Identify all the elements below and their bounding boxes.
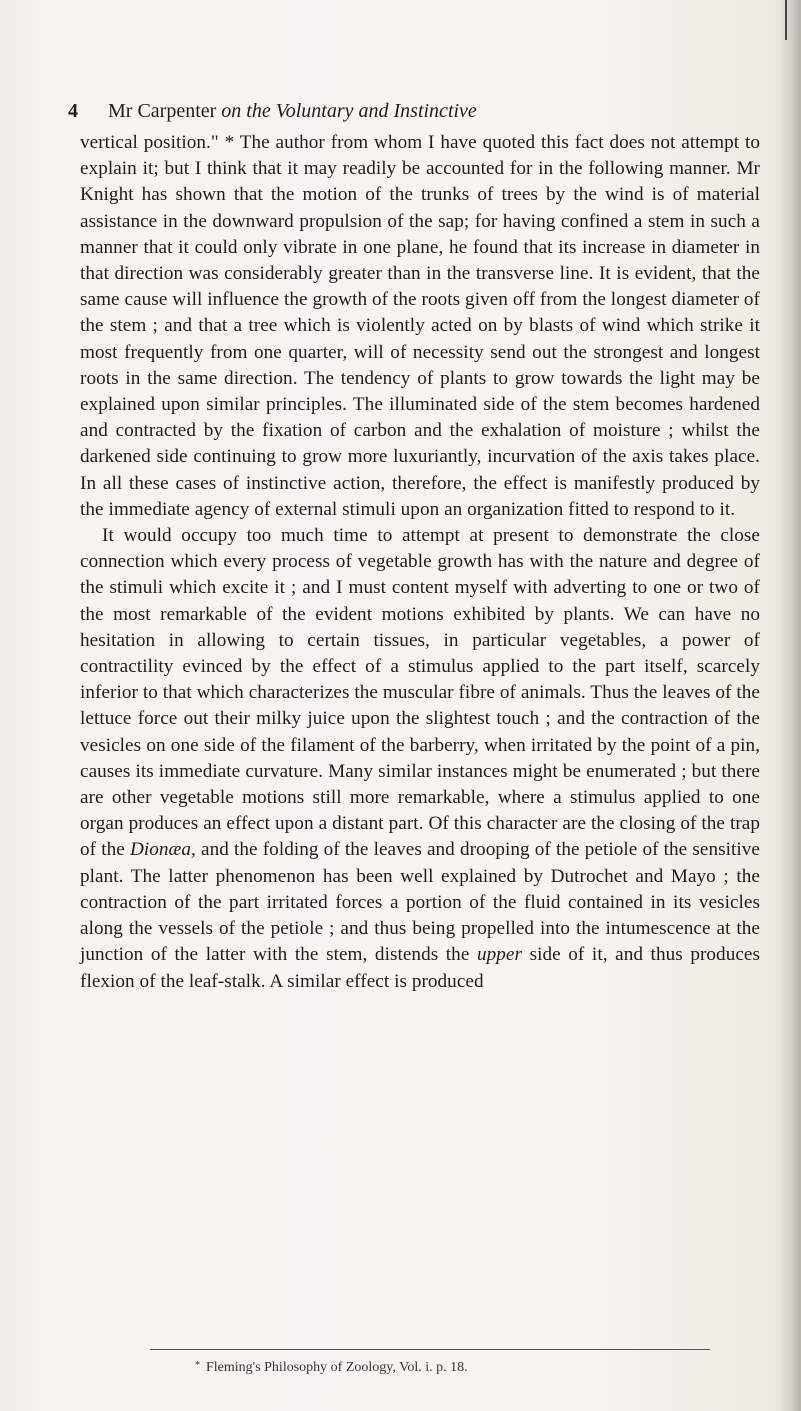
page-number: 4	[68, 100, 78, 122]
footnote-rule	[150, 1349, 710, 1350]
running-header	[68, 99, 748, 123]
paragraph-1-text: vertical position." * The author from whom I have quoted this fact does not attempt to explain it; but I think that it may readily be accounted for in the following manner. Mr Knight has shown that the motion of the trunks of trees by the wind is of material assistance in the downward propulsion of the sap; for having confined a stem in such a manner that it could only vibrate in one plane, he found that its increase in diameter in that direction was considerably greater than in the transverse line. It is evident, that the same cause will influence the growth of the roots given off from the longest diameter of the stem ; and that a tree which is violently acted on by blasts of wind which strike it most frequently from one quarter, will of necessity send out the strongest and longest roots in the same direction. The tendency of plants to grow towards the light may be explained upon similar principles. The illuminated side of the stem becomes hardened and contracted by the fixation of carbon and the exhalation of moisture ; whilst the darkened side continuing to grow more luxuriantly, incurvation of the axis takes place. In all these cases of instinctive action, therefore, the effect is manifestly produced by the immediate agency of external stimuli upon an organization fitted to respond to it.	[80, 132, 760, 520]
footnote-text: Fleming's Philosophy of Zoology, Vol. i. p. 18.	[206, 1360, 468, 1375]
page-edge-shadow	[779, 0, 801, 1411]
footnote	[195, 1357, 755, 1377]
running-head-author: Mr Carpenter	[108, 100, 217, 122]
paragraph-2-text-b: and the folding of the leaves and drooping of the petiole of the sensitive plant. The latter phenomenon has been well explained by Dutrochet and Mayo ; the contraction of the part irritated forces a portion of the fluid contained in its vesicles along the vessels of the petiole ; and thus being propelled into the intumescence at the junction of the latter with the stem, distends the	[80, 839, 760, 966]
italic-dionaea: Dionæa,	[129, 839, 196, 861]
italic-upper: upper	[476, 944, 522, 966]
running-head-italic: on the Voluntary and Instinctive	[221, 100, 477, 122]
paragraph-2	[80, 523, 760, 995]
paragraph-2-text-c: side of it, and thus produces flexion of the leaf-stalk. A similar effect is produced	[80, 944, 760, 992]
body-text	[80, 130, 760, 995]
paragraph-1	[80, 130, 760, 523]
running-head-title	[108, 99, 477, 123]
footnote-marker: *	[195, 1360, 200, 1371]
scan-edge-mark	[785, 0, 787, 40]
paragraph-2-text-a: It would occupy too much time to attempt at present to demonstrate the close connection which every process of vegetable growth has with the nature and degree of the stimuli which excite it ; and I must content myself with adverting to one or two of the most remarkable of the evident motions exhibited by plants. We can have no hesitation in allowing to certain tissues, in particular vegetables, a power of contractility evinced by the effect of a stimulus applied to the part itself, scarcely inferior to that which characterizes the muscular fibre of animals. Thus the leaves of the lettuce force out their milky juice upon the slightest touch ; and the contraction of the vesicles on one side of the filament of the barberry, when irritated by the point of a pin, causes its immediate curvature. Many similar instances might be enumerated ; but there are other vegetable motions still more remarkable, where a stimulus applied to one organ produces an effect upon a distant part. Of this character are the closing of the trap of the	[80, 525, 760, 861]
